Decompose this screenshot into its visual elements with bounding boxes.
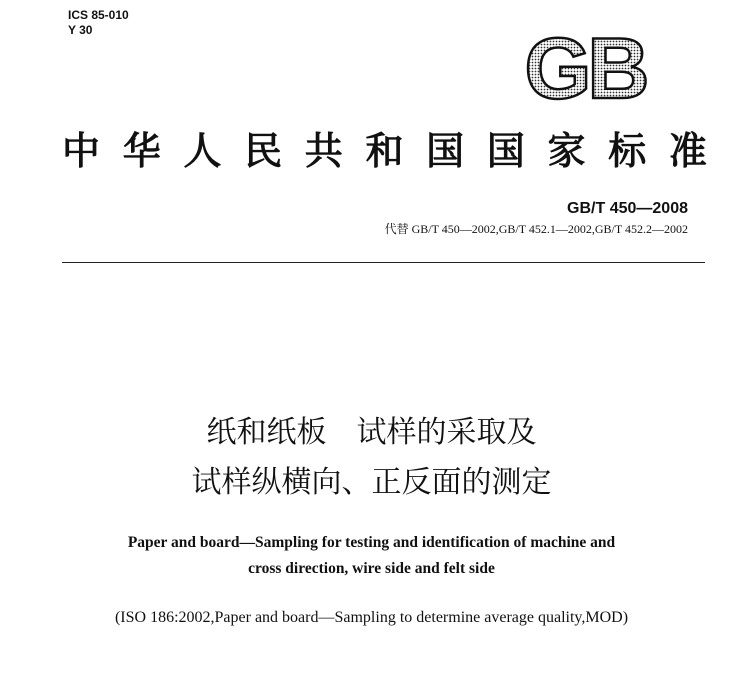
standard-number: GB/T 450—2008 [567, 200, 688, 217]
replaces-line: 代替 GB/T 450—2002,GB/T 452.1—2002,GB/T 452.2—2002 [384, 222, 688, 236]
gb-logo [510, 28, 660, 104]
english-title [0, 530, 743, 582]
national-title-char: 民 [244, 128, 283, 173]
chinese-title [0, 408, 743, 508]
national-title-char: 家 [547, 128, 586, 173]
classification-code: Y 30 [68, 23, 93, 37]
national-title-char: 国 [486, 128, 525, 173]
national-title-char: 中 [62, 128, 101, 173]
iso-reference: (ISO 186:2002,Paper and board—Sampling to determine average quality,MOD) [114, 609, 629, 626]
chinese-title-line-1: 纸和纸板 试样的采取及 [206, 415, 537, 450]
header-divider [62, 262, 705, 263]
national-title-char: 人 [183, 128, 222, 173]
national-title-char: 国 [426, 128, 465, 173]
national-title-char: 准 [668, 128, 707, 173]
chinese-title-line-2: 试样纵横向、正反面的测定 [191, 465, 552, 500]
english-title-line-1: Paper and board—Sampling for testing and identification of machine and [127, 534, 616, 551]
national-title-char: 和 [365, 128, 404, 173]
national-standard-title [62, 128, 707, 174]
english-title-line-2: cross direction, wire side and felt side [248, 560, 495, 577]
gb-logo-text: GB [524, 28, 646, 104]
national-title-char: 标 [608, 128, 647, 173]
ics-code: ICS 85-010 [68, 8, 129, 22]
ics-block [68, 8, 129, 38]
national-title-char: 华 [122, 128, 161, 173]
national-title-char: 共 [304, 128, 343, 173]
